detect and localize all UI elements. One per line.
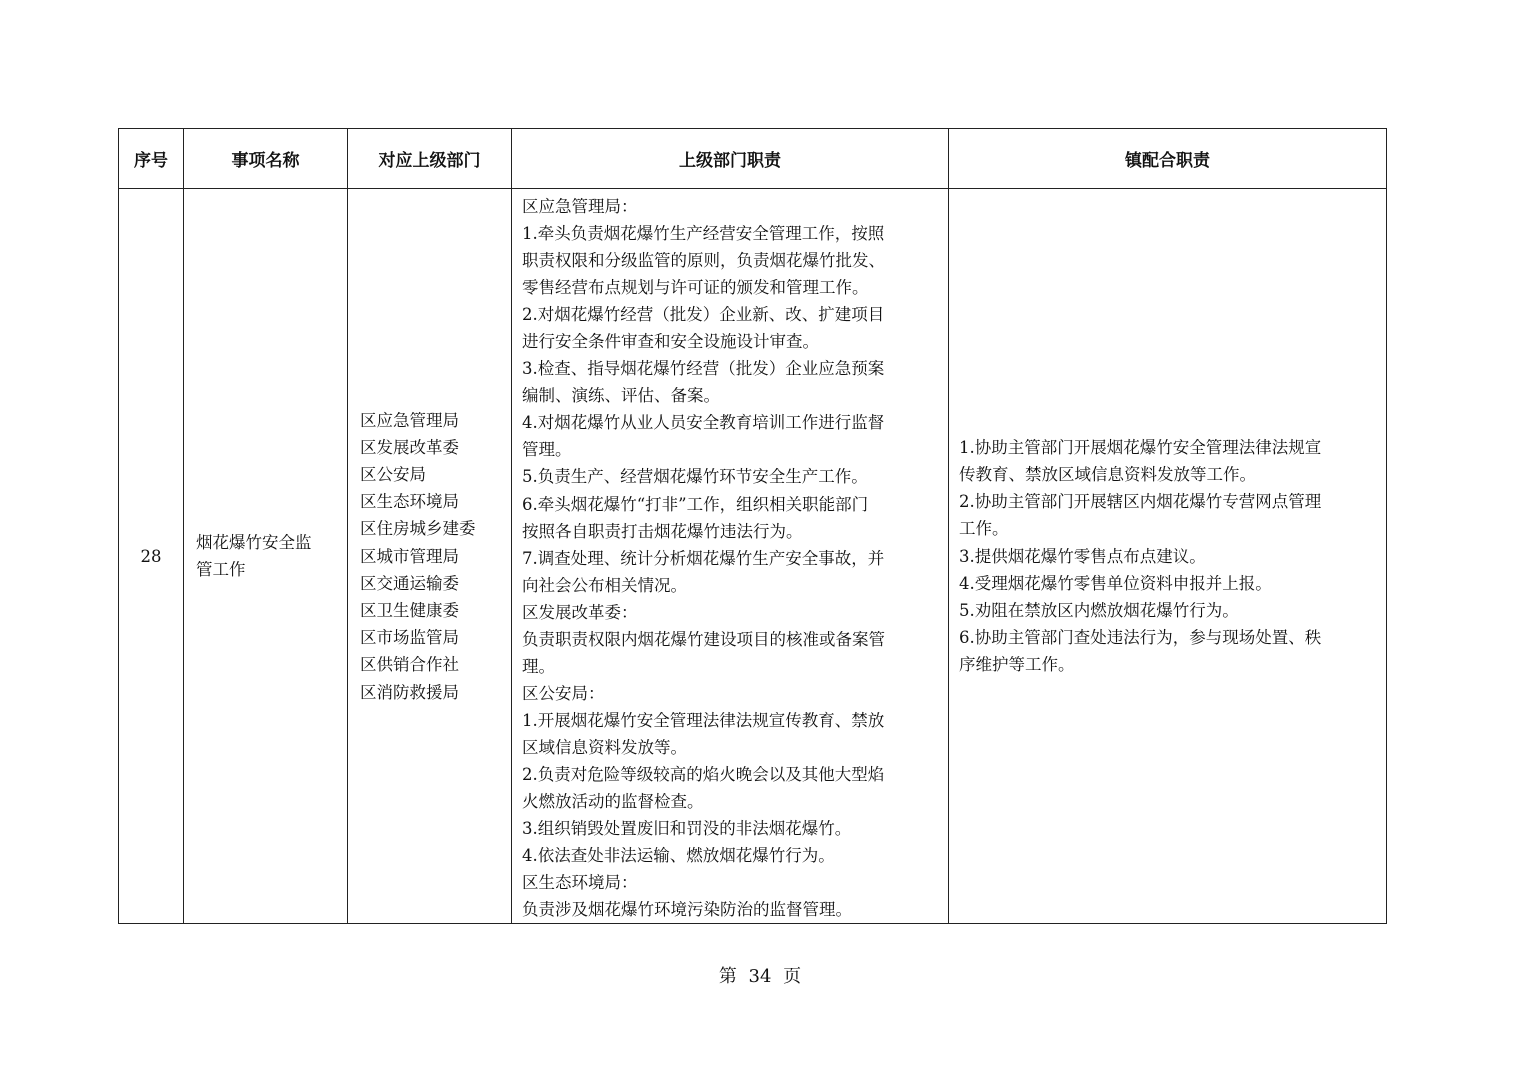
- responsibility-line: 5.负责生产、经营烟花爆竹环节安全生产工作。: [522, 467, 868, 487]
- responsibility-line: 4.依法查处非法运输、燃放烟花爆竹行为。: [522, 846, 835, 866]
- responsibility-line: 区公安局：: [522, 683, 605, 703]
- responsibility-line: 火燃放活动的监督检查。: [522, 792, 704, 812]
- department-item: 区供销合作社: [360, 655, 459, 675]
- responsibility-line: 1.开展烟花爆竹安全管理法律法规宣传教育、禁放: [522, 710, 885, 730]
- town-line: 2.协助主管部门开展辖区内烟花爆竹专营网点管理: [959, 492, 1322, 512]
- department-item: 区住房城乡建委: [360, 519, 476, 539]
- town-line: 3.提供烟花爆竹零售点布点建议。: [959, 546, 1206, 566]
- responsibility-line: 6.牵头烟花爆竹“打非”工作，组织相关职能部门: [522, 494, 869, 514]
- department-item: 区市场监管局: [360, 628, 459, 648]
- header-department: 对应上级部门: [348, 129, 512, 189]
- item-name-line: 烟花爆竹安全监: [196, 533, 312, 553]
- responsibility-line: 1.牵头负责烟花爆竹生产经营安全管理工作，按照: [522, 224, 885, 244]
- town-line: 6.协助主管部门查处违法行为，参与现场处置、秩: [959, 628, 1322, 648]
- department-item: 区应急管理局: [360, 410, 459, 430]
- header-index: 序号: [119, 129, 184, 189]
- department-item: 区卫生健康委: [360, 600, 459, 620]
- responsibility-line: 3.组织销毁处置废旧和罚没的非法烟花爆竹。: [522, 819, 852, 839]
- header-item-name: 事项名称: [184, 129, 348, 189]
- department-item: 区消防救援局: [360, 682, 459, 702]
- responsibility-line: 理。: [522, 656, 555, 676]
- table-row: [119, 189, 1387, 924]
- department-item: 区生态环境局: [360, 492, 459, 512]
- department-item: 区发展改革委: [360, 437, 459, 457]
- responsibility-line: 2.对烟花爆竹经营（批发）企业新、改、扩建项目: [522, 305, 885, 325]
- row-departments: [348, 189, 512, 924]
- town-line: 工作。: [959, 519, 1009, 539]
- header-responsibility: 上级部门职责: [512, 129, 949, 189]
- department-item: 区公安局: [360, 464, 426, 484]
- responsibility-line: 向社会公布相关情况。: [522, 575, 687, 595]
- row-item-name: [184, 189, 348, 924]
- town-line: 序维护等工作。: [959, 655, 1075, 675]
- responsibility-line: 编制、演练、评估、备案。: [522, 386, 720, 406]
- responsibility-line: 7.调查处理、统计分析烟花爆竹生产安全事故，并: [522, 548, 885, 568]
- responsibility-line: 按照各自职责打击烟花爆竹违法行为。: [522, 521, 803, 541]
- responsibility-line: 负责涉及烟花爆竹环境污染防治的监督管理。: [522, 900, 852, 920]
- department-item: 区交通运输委: [360, 573, 459, 593]
- town-line: 5.劝阻在禁放区内燃放烟花爆竹行为。: [959, 600, 1239, 620]
- responsibility-line: 区域信息资料发放等。: [522, 737, 687, 757]
- town-line: 传教育、禁放区域信息资料发放等工作。: [959, 464, 1256, 484]
- responsibility-line: 3.检查、指导烟花爆竹经营（批发）企业应急预案: [522, 359, 885, 379]
- responsibility-line: 4.对烟花爆竹从业人员安全教育培训工作进行监督: [522, 413, 885, 433]
- responsibility-line: 区生态环境局：: [522, 873, 638, 893]
- row-town-responsibilities: [949, 189, 1387, 924]
- row-index: 28: [119, 189, 184, 924]
- town-line: 4.受理烟花爆竹零售单位资料申报并上报。: [959, 573, 1272, 593]
- responsibility-line: 零售经营布点规划与许可证的颁发和管理工作。: [522, 278, 869, 298]
- town-line: 1.协助主管部门开展烟花爆竹安全管理法律法规宣: [959, 437, 1322, 457]
- responsibility-line: 进行安全条件审查和安全设施设计审查。: [522, 332, 819, 352]
- responsibility-table: [118, 128, 1387, 924]
- responsibility-line: 区应急管理局：: [522, 197, 638, 216]
- page-number: 第 34 页: [718, 966, 802, 987]
- responsibility-line: 职责权限和分级监管的原则，负责烟花爆竹批发、: [522, 251, 885, 271]
- row-responsibilities: [512, 189, 949, 924]
- item-name-line: 管工作: [196, 560, 246, 580]
- responsibility-line: 区发展改革委：: [522, 602, 638, 622]
- responsibility-line: 2.负责对危险等级较高的焰火晚会以及其他大型焰: [522, 764, 885, 784]
- responsibility-line: 管理。: [522, 440, 572, 460]
- table-header-row: [119, 129, 1387, 189]
- responsibility-line: 负责职责权限内烟花爆竹建设项目的核准或备案管: [522, 629, 885, 649]
- department-item: 区城市管理局: [360, 546, 459, 566]
- header-town-responsibility: 镇配合职责: [949, 129, 1387, 189]
